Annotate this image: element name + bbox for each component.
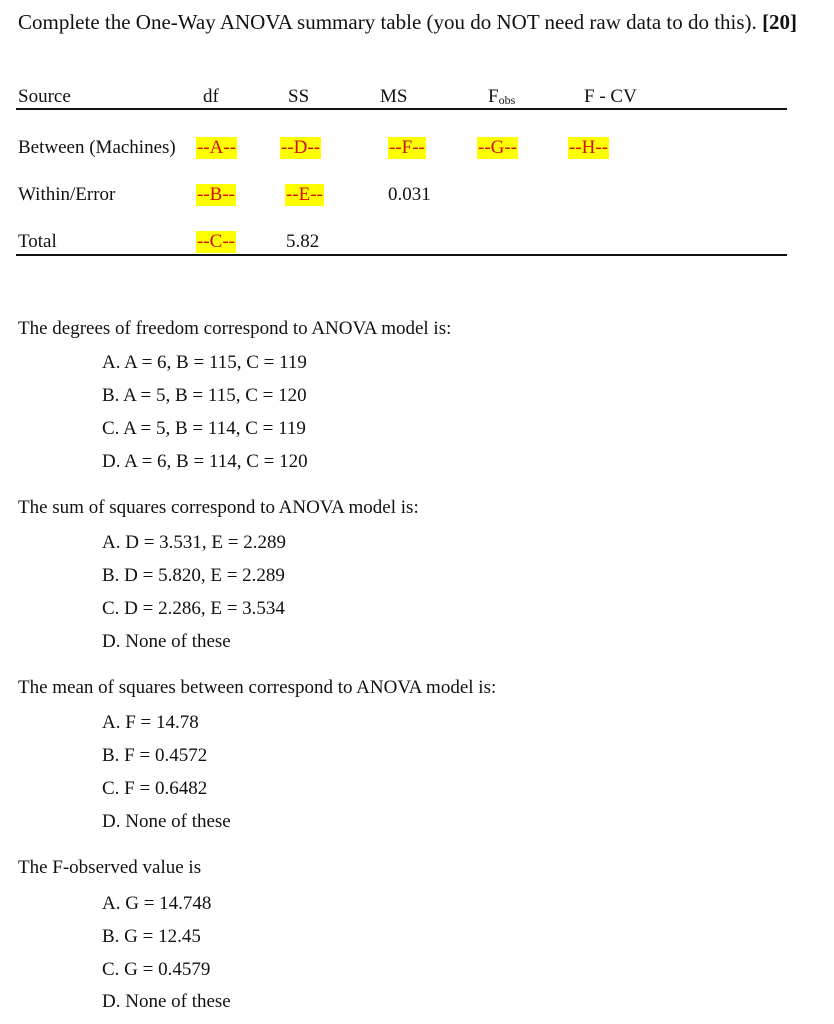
cell-source: Total [18, 231, 57, 252]
option-d[interactable]: D. None of these [102, 811, 231, 832]
header-ss: SS [288, 86, 310, 107]
option-c[interactable]: C. F = 0.6482 [102, 778, 208, 799]
option-a[interactable]: A. G = 14.748 [102, 893, 212, 914]
question-prompt: The sum of squares correspond to ANOVA model is: [18, 497, 419, 518]
question-prompt: The F-observed value is [18, 857, 202, 878]
header-df: df [203, 86, 219, 107]
cell-df: --C-- [197, 231, 235, 252]
option-b[interactable]: B. G = 12.45 [102, 926, 201, 947]
option-b[interactable]: B. D = 5.820, E = 2.289 [102, 565, 285, 586]
option-d[interactable]: D. None of these [102, 631, 231, 652]
header-fcv: F - CV [584, 86, 637, 107]
question-prompt: The mean of squares between correspond to ANOVA model is: [18, 677, 497, 698]
cell-df: --A-- [197, 137, 237, 158]
header-source: Source [18, 86, 71, 107]
cell-ms: --F-- [389, 137, 425, 158]
option-b[interactable]: B. F = 0.4572 [102, 745, 208, 766]
cell-df: --B-- [197, 184, 235, 205]
option-a[interactable]: A. A = 6, B = 115, C = 119 [102, 352, 307, 373]
cell-source: Between (Machines) [18, 137, 176, 158]
header-fobs: $F_{obs}$ [488, 86, 516, 107]
title-text: Complete the One-Way ANOVA summary table (you do NOT need raw data to do this). [18, 10, 757, 34]
option-b[interactable]: B. A = 5, B = 115, C = 120 [102, 385, 307, 406]
title-points: [20] [762, 10, 798, 34]
question-prompt: The degrees of freedom correspond to ANOVA model is: [18, 318, 452, 339]
option-d[interactable]: D. A = 6, B = 114, C = 120 [102, 451, 308, 472]
option-d[interactable]: D. None of these [102, 991, 231, 1012]
header-ms: MS [380, 86, 408, 107]
cell-ss: --D-- [281, 137, 321, 158]
table-bottom-rule [16, 254, 787, 256]
table-header-rule [16, 108, 787, 110]
cell-ss: 5.82 [286, 231, 320, 252]
cell-fobs: --G-- [478, 137, 518, 158]
cell-ms: 0.031 [388, 184, 431, 205]
cell-fcv: --H-- [569, 137, 609, 158]
page-title [18, 10, 797, 35]
cell-ss: --E-- [286, 184, 323, 205]
option-c[interactable]: C. A = 5, B = 114, C = 119 [102, 418, 306, 439]
option-a[interactable]: A. F = 14.78 [102, 712, 199, 733]
option-a[interactable]: A. D = 3.531, E = 2.289 [102, 532, 286, 553]
option-c[interactable]: C. D = 2.286, E = 3.534 [102, 598, 285, 619]
option-c[interactable]: C. G = 0.4579 [102, 959, 211, 980]
cell-source: Within/Error [18, 184, 116, 205]
